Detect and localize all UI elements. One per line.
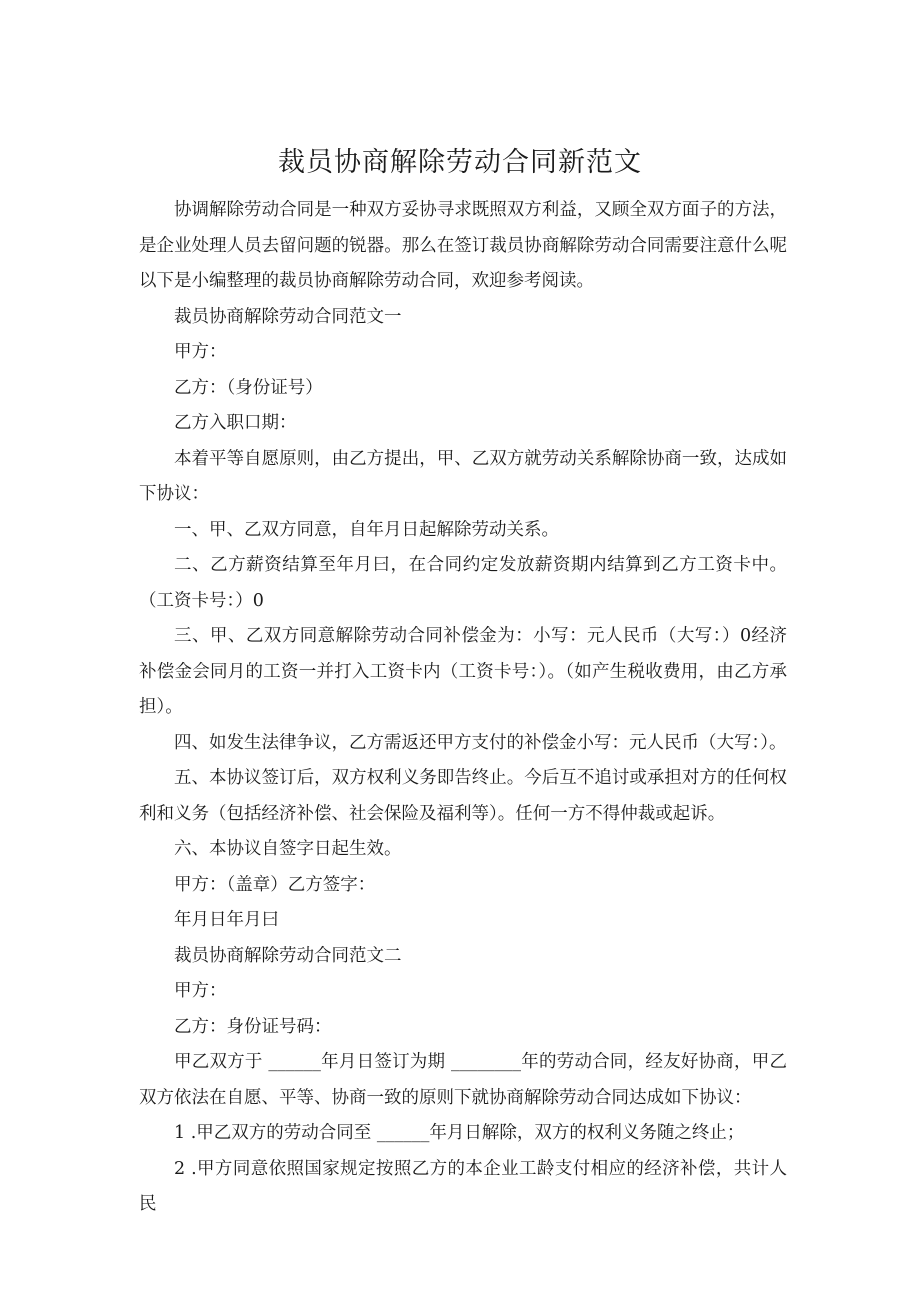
clause-4: 四、如发生法律争议，乙方需返还甲方支付的补偿金小写：元人民币（大写：）。 <box>174 732 787 753</box>
party-b-line: 乙方：（身份证号） <box>174 377 323 398</box>
clause-1: 一、甲、乙双方同意，自年月日起解除劳动关系。 <box>174 519 559 540</box>
clause-3: 三、甲、乙双方同意解除劳动合同补偿金为：小写：元人民币（大写：）0经济补偿金会同月的工资一并打入工资卡内（工资卡号：）。（如产生税收费用，由乙方承担）。 <box>139 626 787 717</box>
section-heading-sample-two: 裁员协商解除劳动合同范文二 <box>174 945 402 966</box>
party-b-entry-date-line: 乙方入职口期： <box>174 413 297 433</box>
clause-6: 六、本协议自签字日起生效。 <box>174 839 402 859</box>
section-heading-sample-one: 裁员协商解除劳动合同范文一 <box>174 306 402 327</box>
signature-date-line: 年月日年月曰 <box>174 910 279 930</box>
party-a-line-2: 甲方： <box>174 981 227 1001</box>
numbered-clause-2: 2 .甲方同意依照国家规定按照乙方的本企业工龄支付相应的经济补偿，共计人民 <box>139 1158 787 1214</box>
agreement-preamble-2: 甲乙双方于 ______年月日签订为期 ________年的劳动合同，经友好协商，甲乙双方依法在自愿、平等、协商一致的原则下就协商解除劳动合同达成如下协议： <box>139 1052 787 1108</box>
signature-line: 甲方：（盖章）乙方签字： <box>174 874 376 895</box>
clause-5: 五、本协议签订后，双方权利义务即告终止。今后互不追讨或承担对方的任何权利和义务（包括经济补偿、社会保险及福利等）。任何一方不得仲裁或起诉。 <box>139 768 787 824</box>
intro-paragraph: 协调解除劳动合同是一种双方妥协寻求既照双方利益，又顾全双方面子的方法，是企业处理人员去留问题的锐器。那么在签订裁员协商解除劳动合同需要注意什么呢以下是小编整理的裁员协商解除劳动合同，欢迎参考阅读。 <box>139 200 787 291</box>
document-body <box>139 193 787 1223</box>
party-b-id-line: 乙方：身份证号码： <box>174 1016 332 1037</box>
numbered-clause-1: 1 .甲乙双方的劳动合同至 ______年月日解除，双方的权利义务随之终止； <box>174 1123 745 1143</box>
document-title: 裁员协商解除劳动合同新范文 <box>278 147 642 178</box>
clause-2: 二、乙方薪资结算至年月曰，在合同约定发放薪资期内结算到乙方工资卡中。（工资卡号：）0 <box>139 555 787 611</box>
agreement-preamble: 本着平等自愿原则，由乙方提出，甲、乙双方就劳动关系解除协商一致，达成如下协议： <box>139 448 787 504</box>
party-a-line: 甲方： <box>174 342 227 362</box>
